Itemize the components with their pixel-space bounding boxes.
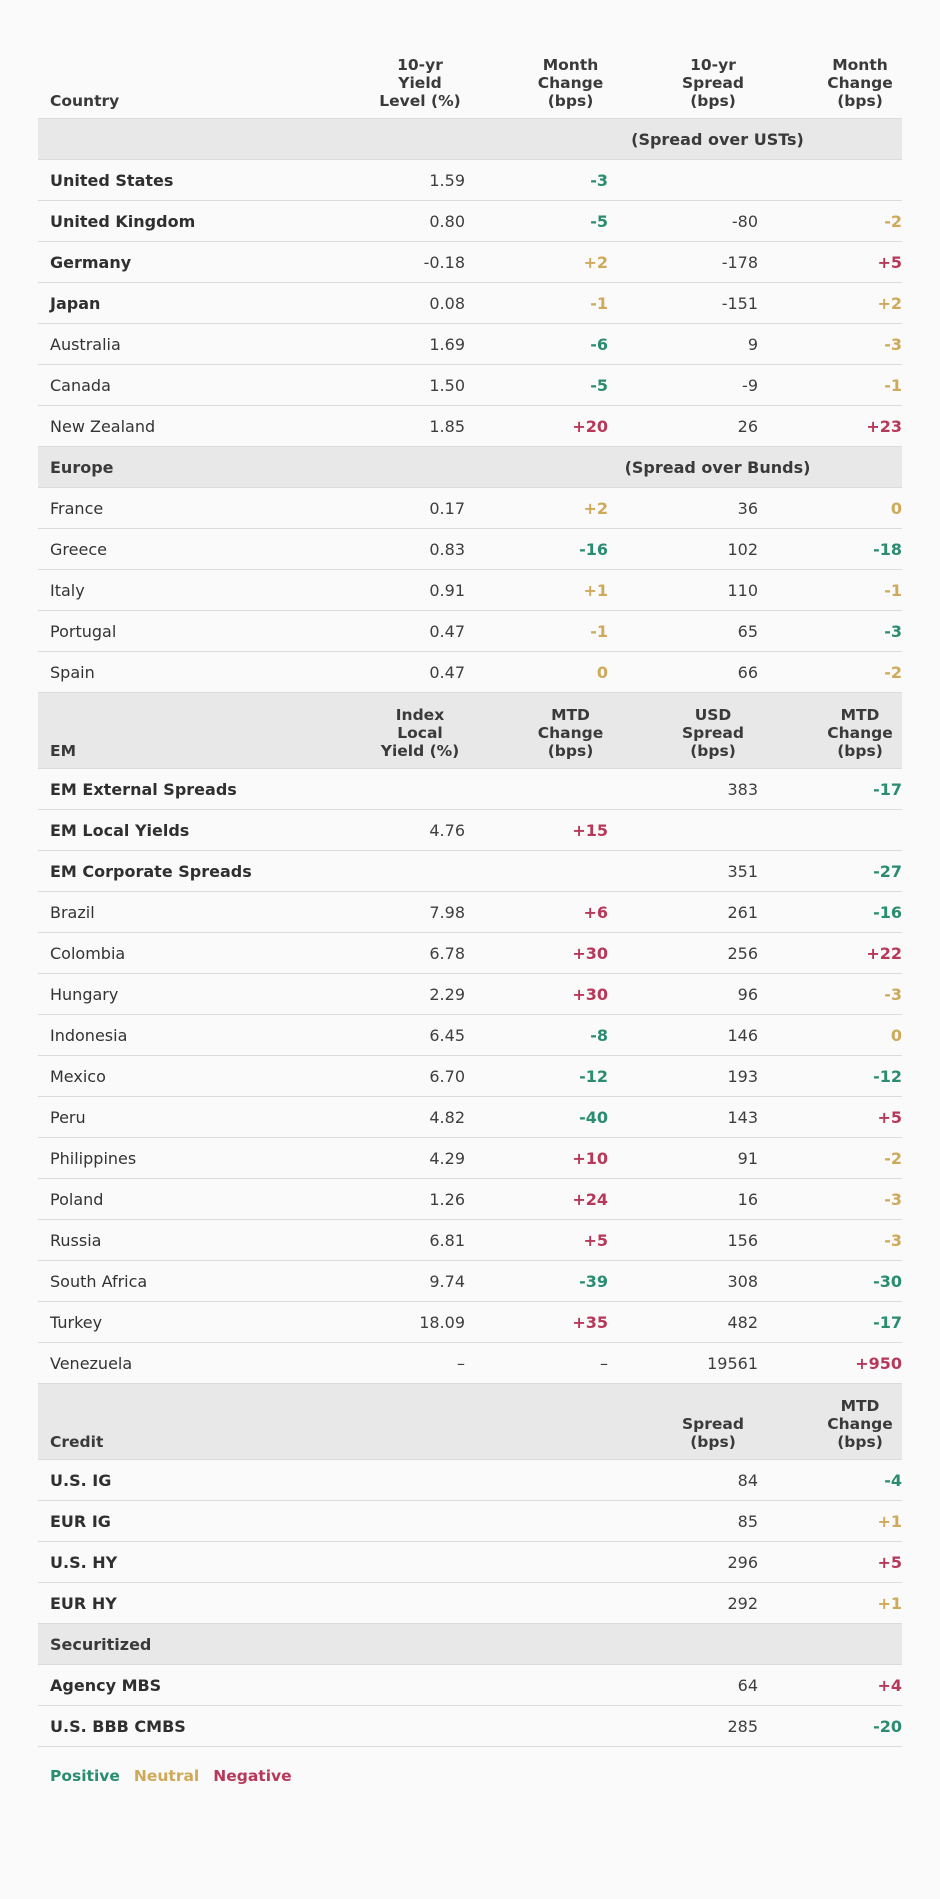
row-spread-change: -1 [884, 375, 902, 395]
row-spread: 65 [737, 621, 758, 641]
row-yield: 1.59 [429, 170, 465, 190]
row-spread-change: 0 [890, 498, 902, 518]
header-month-change-line: Change [537, 74, 604, 92]
table-row [38, 1056, 902, 1097]
row-name: Peru [50, 1107, 86, 1127]
row-yield: 0.47 [429, 621, 465, 641]
row-name: Venezuela [50, 1353, 133, 1373]
header-yield-line: Level (%) [379, 92, 461, 110]
row-yield: 0.17 [429, 498, 465, 518]
table-row [38, 406, 902, 447]
row-yield: 1.26 [429, 1189, 465, 1209]
table-header [38, 54, 902, 119]
legend-neutral: Neutral [133, 1767, 200, 1785]
header-spread-change [758, 56, 902, 110]
em-header-spread-change-line: (bps) [837, 742, 883, 760]
europe-rows [38, 488, 902, 693]
em-header-yield-line: Yield (%) [380, 742, 460, 760]
row-spread: 296 [727, 1552, 758, 1572]
row-yield: 6.45 [429, 1025, 465, 1045]
row-spread: 156 [727, 1230, 758, 1250]
europe-band-label: Europe [50, 457, 114, 477]
row-month-change: 0 [596, 662, 608, 682]
row-month-change: -5 [590, 211, 608, 231]
table-row [38, 365, 902, 406]
row-name: Australia [50, 334, 121, 354]
row-spread: 36 [737, 498, 758, 518]
row-name: Canada [50, 375, 111, 395]
row-name: Colombia [50, 943, 126, 963]
row-spread-change: -17 [873, 779, 902, 799]
table-row [38, 1343, 902, 1384]
table-row [38, 611, 902, 652]
row-name: EUR IG [50, 1511, 111, 1531]
row-month-change: +10 [572, 1148, 608, 1168]
header-spread-change-line: (bps) [837, 92, 883, 110]
row-yield: 9.74 [429, 1271, 465, 1291]
developed-rows [38, 160, 902, 447]
credit-header-spread-line: (bps) [690, 1433, 736, 1451]
row-month-change: +30 [572, 943, 608, 963]
row-spread: 261 [727, 902, 758, 922]
row-spread: 16 [737, 1189, 758, 1209]
row-spread-change: +2 [877, 293, 902, 313]
row-spread-change: -3 [884, 984, 902, 1004]
legend [50, 1767, 940, 1785]
row-spread-change: +950 [855, 1353, 902, 1373]
table-row [38, 242, 902, 283]
table-row [38, 974, 902, 1015]
row-spread-change: +5 [877, 1552, 902, 1572]
row-name: South Africa [50, 1271, 148, 1291]
row-month-change: – [600, 1353, 608, 1373]
row-spread: 66 [737, 662, 758, 682]
row-spread-change: -18 [873, 539, 902, 559]
row-name: Italy [50, 580, 85, 600]
table-row [38, 1542, 902, 1583]
row-spread-change: +4 [877, 1675, 902, 1695]
row-spread-change: -3 [884, 1189, 902, 1209]
row-name: U.S. BBB CMBS [50, 1716, 186, 1736]
header-spread-change-line: Month [832, 56, 888, 74]
table-row [38, 1706, 902, 1747]
row-yield: 0.80 [429, 211, 465, 231]
table-row [38, 851, 902, 892]
row-spread-change: +23 [866, 416, 902, 436]
em-header-yield-line: Local [397, 724, 443, 742]
row-spread-change: -3 [884, 1230, 902, 1250]
credit-rows [38, 1460, 902, 1624]
row-spread: -9 [742, 375, 758, 395]
row-name: U.S. IG [50, 1470, 112, 1490]
row-spread-change: -1 [884, 580, 902, 600]
row-spread: 143 [727, 1107, 758, 1127]
row-spread: -151 [721, 293, 758, 313]
row-spread: 26 [737, 416, 758, 436]
row-name: Hungary [50, 984, 119, 1004]
row-spread-change: 0 [890, 1025, 902, 1045]
row-month-change: -16 [579, 539, 608, 559]
header-yield [343, 56, 465, 110]
row-month-change: -39 [579, 1271, 608, 1291]
table-row [38, 1220, 902, 1261]
credit-header-spread [608, 1415, 758, 1451]
table-row [38, 529, 902, 570]
table-row [38, 1302, 902, 1343]
em-header-yield-line: Index [395, 706, 445, 724]
row-name: EUR HY [50, 1593, 117, 1613]
row-spread-change: +5 [877, 252, 902, 272]
em-header-spread-line: Spread [682, 724, 744, 742]
row-name: Brazil [50, 902, 95, 922]
row-spread-change: -4 [884, 1470, 902, 1490]
europe-band [38, 447, 902, 488]
table-row [38, 201, 902, 242]
row-name: Greece [50, 539, 107, 559]
row-yield: 1.85 [429, 416, 465, 436]
row-spread-change: -30 [873, 1271, 902, 1291]
row-spread-change: -27 [873, 861, 902, 881]
row-spread-change: -3 [884, 621, 902, 641]
row-spread-change: -2 [884, 211, 902, 231]
row-name: Indonesia [50, 1025, 128, 1045]
row-month-change: +2 [583, 498, 608, 518]
row-spread-change: +22 [866, 943, 902, 963]
header-yield-line: Yield [398, 74, 442, 92]
row-spread: 85 [737, 1511, 758, 1531]
row-month-change: +6 [583, 902, 608, 922]
row-spread: -80 [731, 211, 758, 231]
row-month-change: +15 [572, 820, 608, 840]
row-spread-change: -16 [873, 902, 902, 922]
row-yield: 4.82 [429, 1107, 465, 1127]
row-spread: 91 [737, 1148, 758, 1168]
fixed-income-table [38, 54, 902, 1747]
row-yield: 6.78 [429, 943, 465, 963]
table-row [38, 769, 902, 810]
developed-band-note: (Spread over USTs) [631, 129, 804, 149]
em-header-month-change-line: (bps) [547, 742, 594, 760]
table-row [38, 1179, 902, 1220]
row-name: Mexico [50, 1066, 106, 1086]
table-row [38, 488, 902, 529]
table-row [38, 1583, 902, 1624]
row-spread: 19561 [707, 1353, 758, 1373]
row-month-change: -12 [579, 1066, 608, 1086]
table-row [38, 1501, 902, 1542]
table-row [38, 1665, 902, 1706]
em-header-label: EM [50, 742, 77, 760]
table-row [38, 570, 902, 611]
row-name: EM External Spreads [50, 779, 237, 799]
row-month-change: +5 [583, 1230, 608, 1250]
row-spread-change: -12 [873, 1066, 902, 1086]
row-name: Germany [50, 252, 132, 272]
table-row [38, 810, 902, 851]
row-yield: – [457, 1353, 465, 1373]
row-name: Russia [50, 1230, 102, 1250]
em-header-month-change-line: MTD [551, 706, 590, 724]
row-yield: 18.09 [419, 1312, 465, 1332]
em-header-spread-change-line: Change [827, 724, 893, 742]
row-spread: 64 [737, 1675, 758, 1695]
em-header-month-change-line: Change [537, 724, 604, 742]
row-spread-change: -20 [873, 1716, 902, 1736]
row-month-change: -5 [590, 375, 608, 395]
credit-header-spread-change-line: (bps) [837, 1433, 883, 1451]
em-rows [38, 769, 902, 1384]
row-name: United States [50, 170, 174, 190]
row-spread: 84 [737, 1470, 758, 1490]
row-yield: 6.70 [429, 1066, 465, 1086]
row-spread: 9 [747, 334, 758, 354]
row-name: New Zealand [50, 416, 156, 436]
row-spread-change: +1 [877, 1511, 902, 1531]
header-country: Country [50, 92, 120, 110]
legend-positive: Positive [50, 1767, 120, 1785]
row-spread: 285 [727, 1716, 758, 1736]
em-header-spread-change [758, 706, 902, 760]
row-month-change: +24 [572, 1189, 608, 1209]
row-spread-change: -3 [884, 334, 902, 354]
row-month-change: -3 [590, 170, 608, 190]
row-name: France [50, 498, 104, 518]
row-month-change: -1 [590, 621, 608, 641]
row-yield: 0.91 [429, 580, 465, 600]
credit-header-spread-change [758, 1397, 902, 1451]
row-month-change: +1 [583, 580, 608, 600]
row-month-change: -6 [590, 334, 608, 354]
row-spread: 308 [727, 1271, 758, 1291]
row-yield: 6.81 [429, 1230, 465, 1250]
row-spread: 482 [727, 1312, 758, 1332]
header-month-change-line: Month [542, 56, 599, 74]
em-header-spread [608, 706, 758, 760]
table-row [38, 933, 902, 974]
row-name: EM Local Yields [50, 820, 190, 840]
securitized-band-label: Securitized [50, 1634, 152, 1654]
em-header-spread-line: (bps) [690, 742, 736, 760]
row-yield: 1.69 [429, 334, 465, 354]
row-name: Spain [50, 662, 95, 682]
table-row [38, 652, 902, 693]
table-row [38, 160, 902, 201]
table-row [38, 283, 902, 324]
row-spread: -178 [721, 252, 758, 272]
row-spread: 383 [727, 779, 758, 799]
credit-header-spread-change-line: MTD [840, 1397, 880, 1415]
table-row [38, 1261, 902, 1302]
row-month-change: -40 [579, 1107, 608, 1127]
row-spread: 351 [727, 861, 758, 881]
row-spread: 256 [727, 943, 758, 963]
header-spread-line: 10-yr [690, 56, 736, 74]
credit-header-label: Credit [50, 1433, 104, 1451]
row-spread-change: -17 [873, 1312, 902, 1332]
europe-band-note: (Spread over Bunds) [624, 457, 811, 477]
row-name: EM Corporate Spreads [50, 861, 252, 881]
row-name: Japan [50, 293, 101, 313]
credit-header [38, 1384, 902, 1460]
header-month-change [465, 56, 608, 110]
row-yield: 0.47 [429, 662, 465, 682]
row-spread: 292 [727, 1593, 758, 1613]
row-month-change: +30 [572, 984, 608, 1004]
row-name: U.S. HY [50, 1552, 118, 1572]
row-yield: 0.08 [429, 293, 465, 313]
table-row [38, 1015, 902, 1056]
row-yield: 2.29 [429, 984, 465, 1004]
header-spread-line: Spread [682, 74, 744, 92]
row-name: Agency MBS [50, 1675, 162, 1695]
credit-header-spread-change-line: Change [827, 1415, 893, 1433]
em-header-month-change [465, 706, 608, 760]
row-spread: 102 [727, 539, 758, 559]
row-yield: 0.83 [429, 539, 465, 559]
row-spread-change: -2 [884, 662, 902, 682]
em-header-yield [343, 706, 465, 760]
header-spread [608, 56, 758, 110]
header-spread-line: (bps) [690, 92, 736, 110]
row-yield: 1.50 [429, 375, 465, 395]
row-month-change: +20 [572, 416, 608, 436]
row-spread: 193 [727, 1066, 758, 1086]
row-spread-change: +1 [877, 1593, 902, 1613]
row-yield: 4.76 [429, 820, 465, 840]
header-spread-change-line: Change [827, 74, 893, 92]
developed-band [38, 119, 902, 160]
row-name: Portugal [50, 621, 117, 641]
em-header-spread-change-line: MTD [840, 706, 880, 724]
em-header-spread-line: USD [694, 706, 732, 724]
row-yield: 4.29 [429, 1148, 465, 1168]
credit-header-spread-line: Spread [682, 1415, 744, 1433]
row-spread: 96 [737, 984, 758, 1004]
securitized-rows [38, 1665, 902, 1747]
header-month-change-line: (bps) [547, 92, 594, 110]
row-name: Turkey [50, 1312, 103, 1332]
row-spread: 146 [727, 1025, 758, 1045]
em-header [38, 693, 902, 769]
row-yield: -0.18 [423, 252, 465, 272]
row-yield: 7.98 [429, 902, 465, 922]
table-row [38, 324, 902, 365]
row-name: Poland [50, 1189, 104, 1209]
row-name: Philippines [50, 1148, 137, 1168]
row-spread-change: -2 [884, 1148, 902, 1168]
table-row [38, 1138, 902, 1179]
row-month-change: -1 [590, 293, 608, 313]
table-row [38, 1460, 902, 1501]
row-month-change: -8 [590, 1025, 608, 1045]
legend-negative: Negative [213, 1767, 292, 1785]
row-name: United Kingdom [50, 211, 196, 231]
table-row [38, 1097, 902, 1138]
securitized-band [38, 1624, 902, 1665]
row-spread-change: +5 [877, 1107, 902, 1127]
row-month-change: +2 [583, 252, 608, 272]
row-spread: 110 [727, 580, 758, 600]
table-row [38, 892, 902, 933]
header-yield-line: 10-yr [397, 56, 443, 74]
row-month-change: +35 [572, 1312, 608, 1332]
